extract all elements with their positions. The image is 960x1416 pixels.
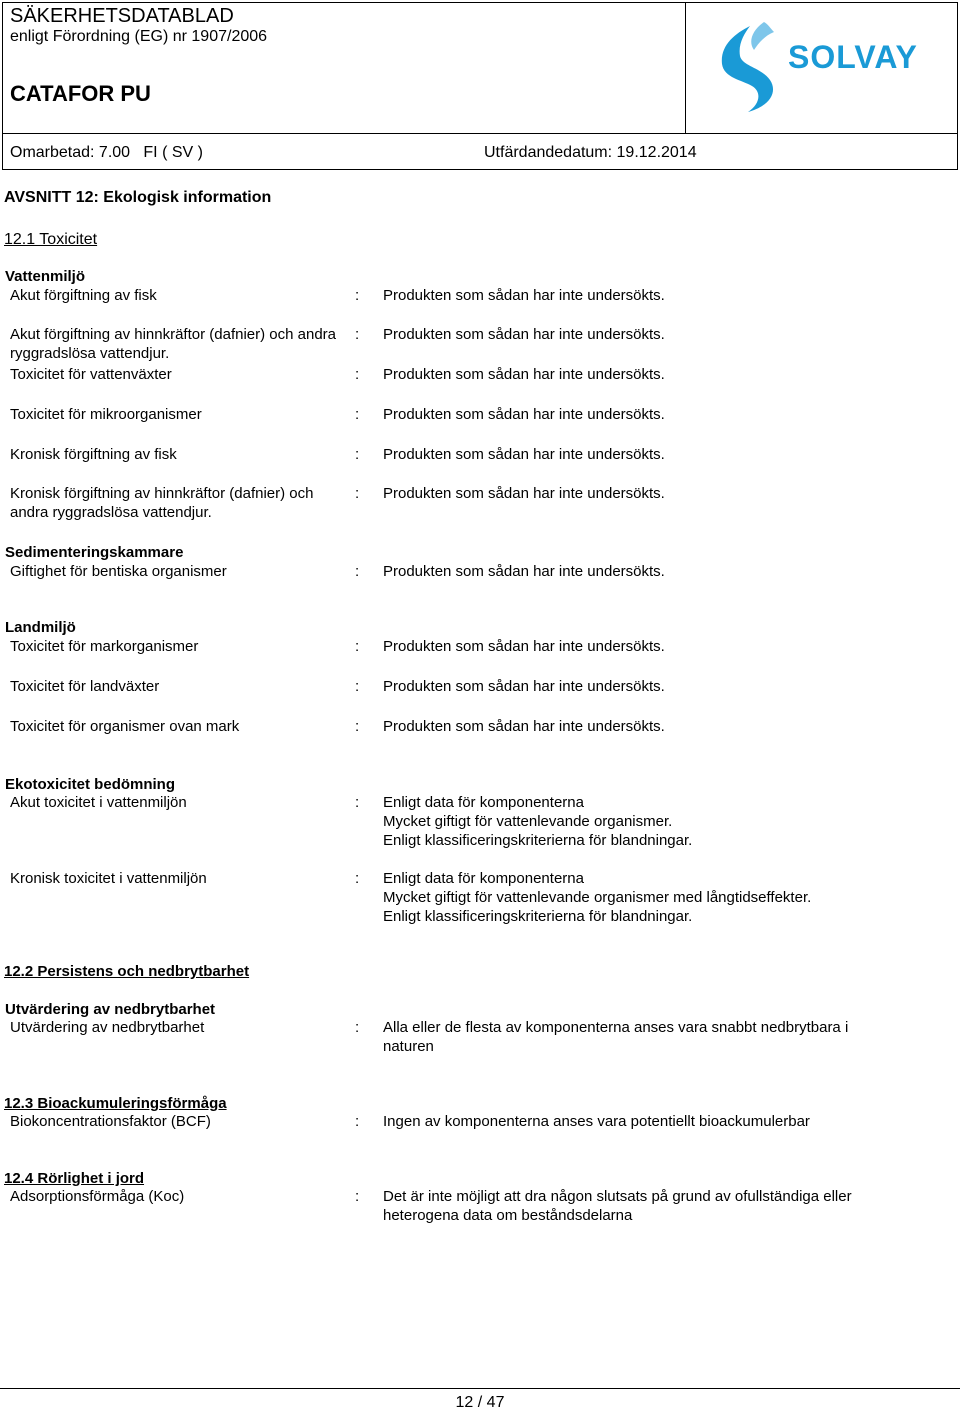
row-colon: : — [355, 287, 360, 304]
issue-date: Utfärdandedatum: 19.12.2014 — [484, 144, 697, 161]
value-line: Enligt data för komponenterna — [383, 794, 584, 811]
value-line: Mycket giftigt för vattenlevande organismer med långtidseffekter. — [383, 889, 812, 906]
row-colon: : — [355, 718, 360, 735]
row-value: Produkten som sådan har inte undersökts. — [383, 718, 665, 735]
row-colon: : — [355, 870, 360, 887]
row-colon: : — [355, 563, 360, 580]
row-value: Produkten som sådan har inte undersökts. — [383, 406, 665, 423]
row-label: Toxicitet för landväxter — [10, 678, 160, 695]
row-value: Produkten som sådan har inte undersökts. — [383, 638, 665, 655]
revision-info: Omarbetad: 7.00 FI ( SV ) — [10, 144, 203, 161]
product-name: CATAFOR PU — [10, 81, 151, 106]
row-label: Utvärdering av nedbrytbarhet — [10, 1019, 205, 1036]
row-colon: : — [355, 366, 360, 383]
row-value: Produkten som sådan har inte undersökts. — [383, 366, 665, 383]
row-colon: : — [355, 1188, 360, 1205]
row-label: Kronisk förgiftning av fisk — [10, 446, 177, 463]
value-line: Enligt klassificeringskriterierna för blandningar. — [383, 832, 693, 849]
row-value: Produkten som sådan har inte undersökts. — [383, 287, 665, 304]
row-label: Toxicitet för markorganismer — [10, 638, 199, 655]
heading-nedbrytbarhet: Utvärdering av nedbrytbarhet — [5, 1001, 216, 1018]
row-label: Giftighet för bentiska organismer — [10, 563, 227, 580]
row-label: Toxicitet för mikroorganismer — [10, 406, 202, 423]
row-value: Produkten som sådan har inte undersökts. — [383, 485, 665, 502]
row-colon: : — [355, 794, 360, 811]
heading-sediment: Sedimenteringskammare — [5, 544, 184, 561]
row-value — [383, 793, 943, 850]
page-number: 12 / 47 — [455, 1394, 505, 1411]
row-value: Produkten som sådan har inte undersökts. — [383, 678, 665, 695]
solvay-logo — [712, 20, 932, 115]
section-title: AVSNITT 12: Ekologisk information — [4, 189, 272, 206]
row-value: Produkten som sådan har inte undersökts. — [383, 326, 665, 343]
row-label: Toxicitet för vattenväxter — [10, 366, 172, 383]
row-colon: : — [355, 326, 360, 343]
row-colon: : — [355, 678, 360, 695]
subsection-12-2: 12.2 Persistens och nedbrytbarhet — [4, 963, 250, 980]
row-value: Produkten som sådan har inte undersökts. — [383, 446, 665, 463]
row-label: Adsorptionsförmåga (Koc) — [10, 1188, 185, 1205]
heading-landmiljo: Landmiljö — [5, 619, 76, 636]
subsection-12-1: 12.1 Toxicitet — [4, 231, 98, 248]
row-value: Alla eller de flesta av komponenterna anses vara snabbt nedbrytbara i naturen — [383, 1019, 849, 1055]
value-line: Enligt data för komponenterna — [383, 870, 584, 887]
regulation-text: enligt Förordning (EG) nr 1907/2006 — [10, 28, 268, 45]
row-colon: : — [355, 638, 360, 655]
row-label: Toxicitet för organismer ovan mark — [10, 718, 240, 735]
value-line: Mycket giftigt för vattenlevande organismer. — [383, 813, 673, 830]
heading-vattenmiljo: Vattenmiljö — [5, 268, 86, 285]
row-value: Produkten som sådan har inte undersökts. — [383, 563, 665, 580]
row-label: Akut förgiftning av hinnkräftor (dafnier) och andra ryggradslösa vattendjur. — [10, 326, 337, 362]
row-value: Ingen av komponenterna anses vara potentiellt bioackumulerbar — [383, 1113, 810, 1130]
row-colon: : — [355, 485, 360, 502]
solvay-swoosh-icon — [712, 20, 782, 115]
logo-wordmark: SOLVAY — [788, 39, 918, 75]
row-value: Det är inte möjligt att dra någon slutsats på grund av ofullständiga eller heterogena data om beståndsdelarna — [383, 1188, 852, 1224]
row-label: Kronisk förgiftning av hinnkräftor (dafnier) och andra ryggradslösa vattendjur. — [10, 485, 314, 521]
row-label: Akut toxicitet i vattenmiljön — [10, 794, 187, 811]
document-title: SÄKERHETSDATABLAD — [10, 5, 234, 27]
row-label: Akut förgiftning av fisk — [10, 287, 157, 304]
subsection-12-4: 12.4 Rörlighet i jord — [4, 1170, 145, 1187]
subsection-12-3: 12.3 Bioackumuleringsförmåga — [4, 1095, 227, 1112]
value-line: Enligt klassificeringskriterierna för blandningar. — [383, 908, 693, 925]
row-colon: : — [355, 446, 360, 463]
row-value — [383, 869, 943, 926]
row-colon: : — [355, 1113, 360, 1130]
row-label: Kronisk toxicitet i vattenmiljön — [10, 870, 207, 887]
row-colon: : — [355, 1019, 360, 1036]
row-colon: : — [355, 406, 360, 423]
heading-ekotoxicitet: Ekotoxicitet bedömning — [5, 776, 176, 793]
row-label: Biokoncentrationsfaktor (BCF) — [10, 1113, 211, 1130]
